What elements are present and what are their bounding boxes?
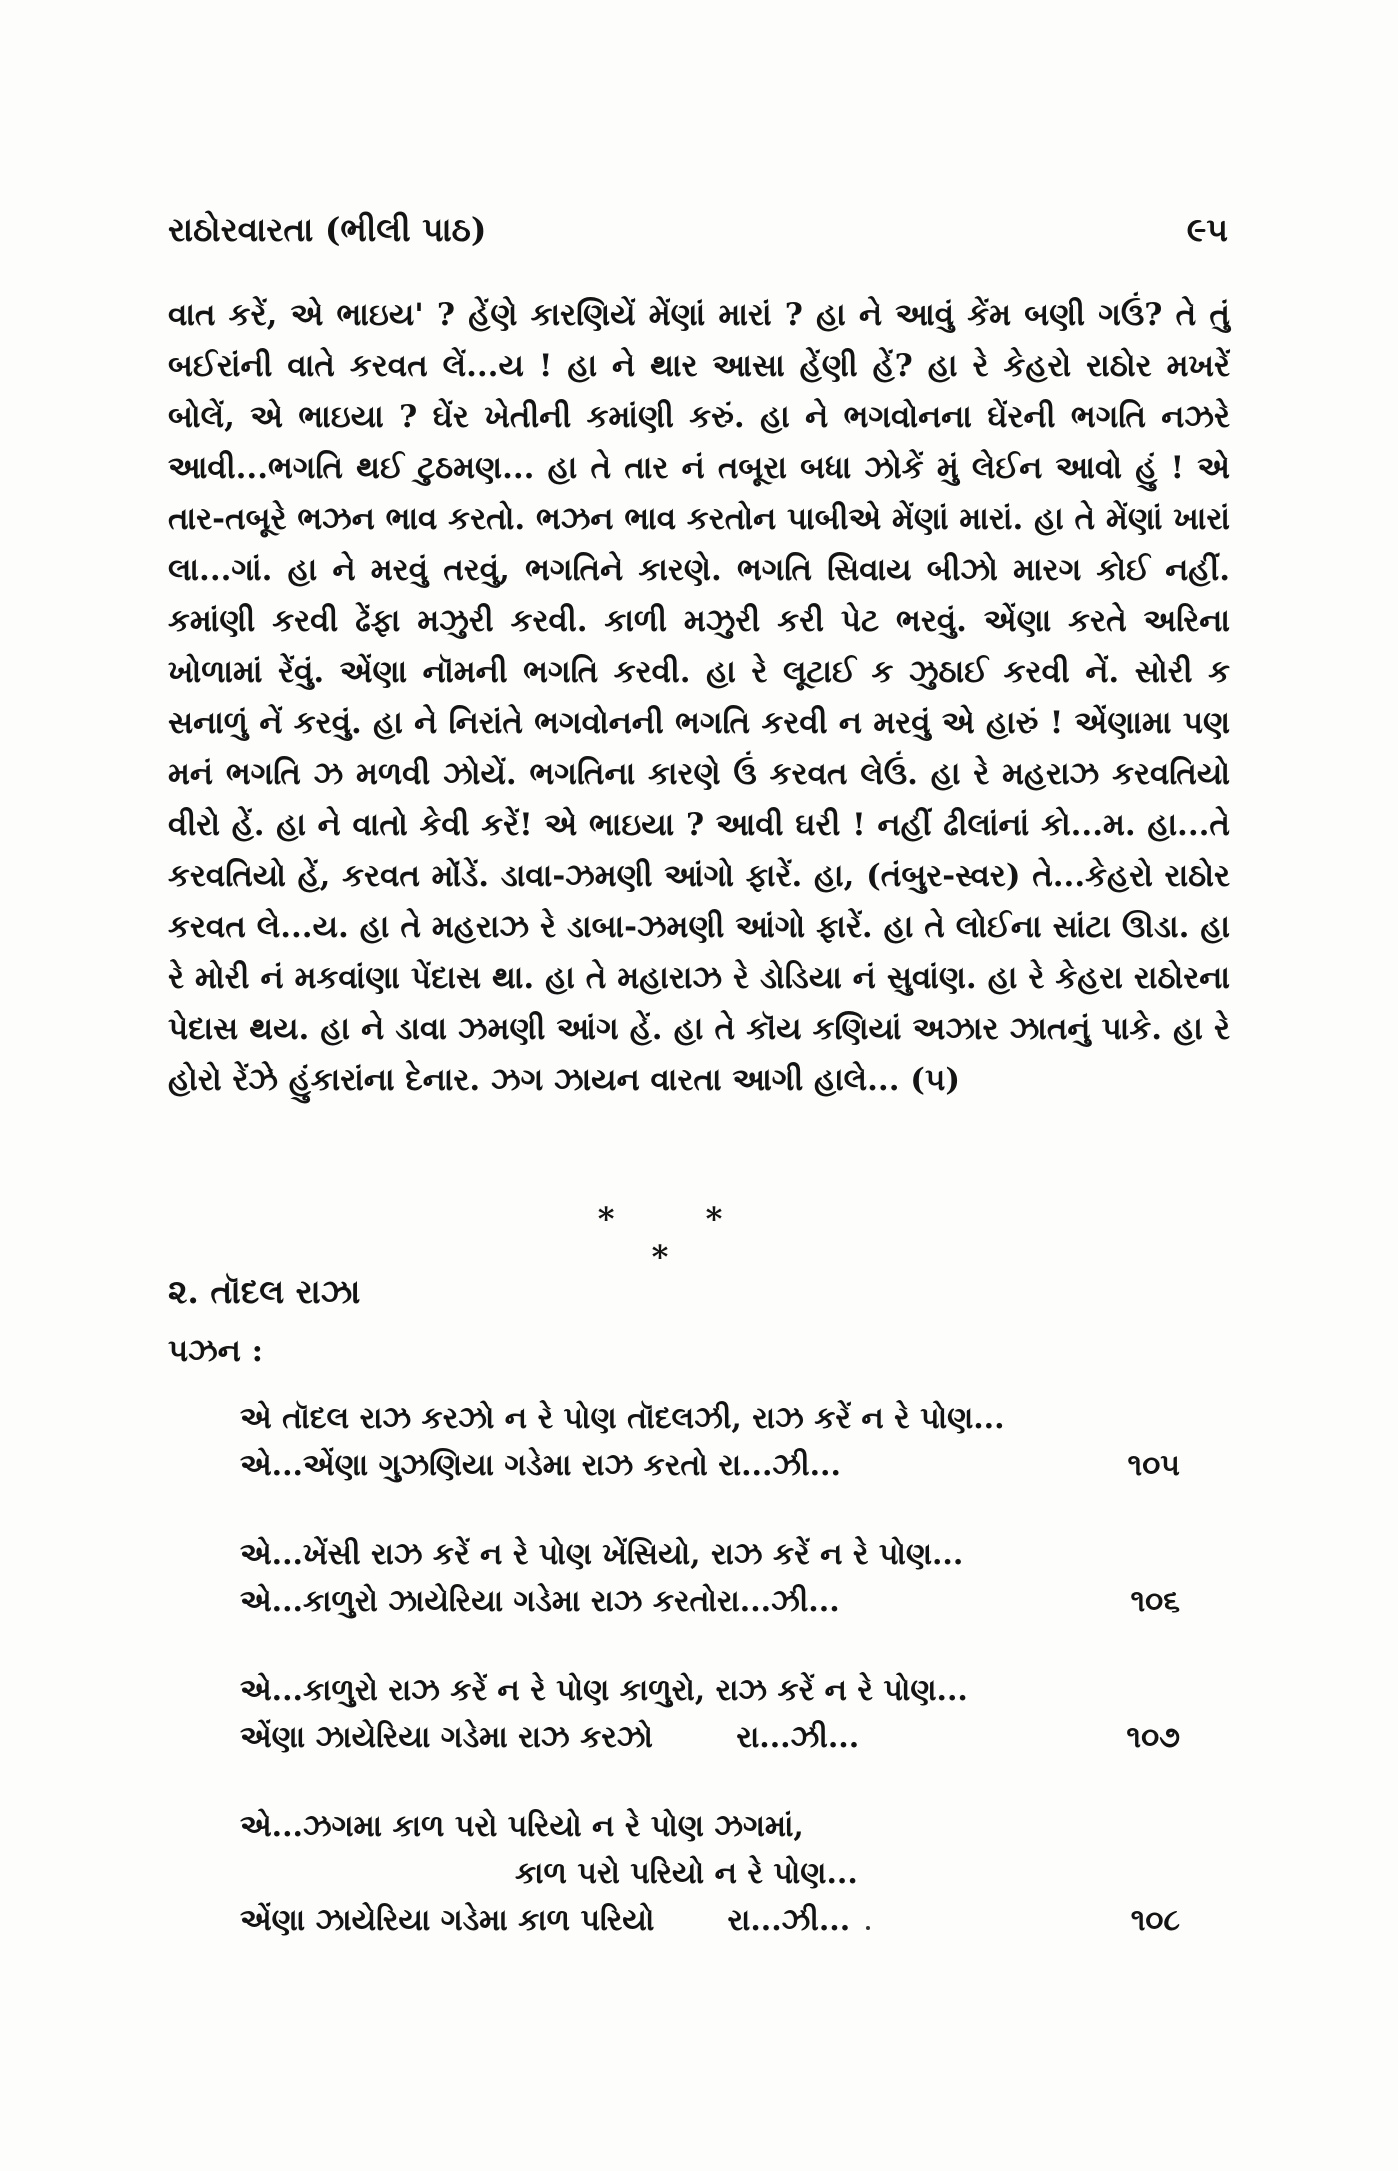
stanza-line-text: એંણા ઝાયેરિયા ગડેમા કાળ પરિયો રા...ઝી... [240, 1903, 851, 1938]
page-number: ૯૫ [1186, 210, 1228, 249]
running-title: રાઠોરવારતા (ભીલી પાઠ) [168, 210, 487, 249]
stanza-106 [240, 1531, 1180, 1625]
stanza-line: એ...ઝગમા કાળ પરો પરિયો ન રે પોણ ઝગમાં, [240, 1809, 804, 1844]
stanza-line [240, 1897, 1180, 1944]
stanza-107 [240, 1667, 1180, 1761]
stanza-line [240, 1714, 1180, 1761]
stanza-line: કાળ પરો પરિયો ન રે પોણ... [515, 1856, 858, 1891]
song-label: પઝન : [168, 1333, 264, 1369]
running-head [168, 200, 1228, 260]
stanza-line-text: એ...એંણા ગુઝણિયા ગડેમા રાઝ કરતો રા...ઝી... [240, 1448, 841, 1483]
stanza-108 [240, 1803, 1180, 1944]
stanza-line: એ તૉદલ રાઝ કરઝો ન રે પોણ તૉદલઝી, રાઝ કરેં ન રે પોણ... [240, 1401, 1005, 1436]
stanza-line [240, 1578, 1180, 1625]
section-title: ૨. તૉદલ રાઝા [168, 1272, 361, 1311]
section-separator: * * * [597, 1200, 763, 1276]
stanza-number: ૧૦૭ [1126, 1720, 1180, 1755]
print-speck [866, 1926, 870, 1930]
stanza-line: એ...કાળુરો રાઝ કરેં ન રે પોણ કાળુરો, રાઝ કરેં ન રે પોણ... [240, 1673, 968, 1708]
stanza-number: ૧૦૬ [1130, 1584, 1180, 1619]
story-paragraph: વાત કરેં, એ ભાઇય' ? હેંણે કારણિયેં મેંણાં મારાં ? હા ને આવું કેંમ બણી ગઉં? તે તું બઈરાંની વાતે કરવત લેં...ય ! હા ને થાર આસા હેંણી હેં? હા રે કેહરો રાઠોર મખરેં બોલેં, એ ભાઇયા ? ઘેંર ખેતીની કમાંણી કરું. હા ને ભગવોનના ઘેંરની ભગતિ નઝરે આવી...ભગતિ થઈ ટુઠમણ... હા તે તાર નં તબૂરા બધા ઝોકેં મું લેઈન આવો હું ! એ તાર-તબૂરે ભઝન ભાવ કરતો. ભઝન ભાવ કરતોન પાબીએ મેંણાં મારાં. હા તે મેંણાં ખારાં લા...ગાં. હા ને મરવું તરવું, ભગતિને કારણે. ભગતિ સિવાય બીઝો મારગ કોઈ નહીં. કમાંણી કરવી ઢેંફા મઝુરી કરવી. કાળી મઝુરી કરી પેટ ભરવું. એંણા કરતે અરિના ખોળામાં રેંવું. એંણા નૉમની ભગતિ કરવી. હા રે લૂટાઈ ક ઝુઠાઈ કરવી નેં. સોરી ક સનાળું નેં કરવું. હા ને નિરાંતે ભગવોનની ભગતિ કરવી ન મરવું એ હારું ! એંણામા પણ મનં ભગતિ ઝ મળવી ઝોયેં. ભગતિના કારણે ઉં કરવત લેઉં. હા રે મહરાઝ કરવતિયો વીરો હેં. હા ને વાતો કેવી કરેં! એ ભાઇયા ? આવી ઘરી ! નહીં ઢીલાંનાં કો...મ. હા...તે કરવતિયો હેં, કરવત મોંડેં. ડાવા-ઝમણી આંગો ફારેં. હા, (તંબુર-સ્વર) તે...કેહરો રાઠોર કરવત લે...ય. હા તે મહરાઝ રે ડાબા-ઝમણી આંગો ફારેં. હા તે લોઈના સાંટા ઊડા. હા રે મોરી નં મકવાંણા પેંદાસ થા. હા તે મહારાઝ રે ડોડિયા નં સુવાંણ. હા રે કેહરા રાઠોરના પેદાસ થય. હા ને ડાવા ઝમણી આંગ હેં. હા તે કૉય કણિયાં અઝાર ઝાતનું પાકે. હા રે હોરો રેંઝે હુંકારાંના દેનાર. ઝગ ઝાયન વારતા આગી હાલે... (૫) [168, 297, 1230, 1098]
stanza-line [240, 1442, 1180, 1489]
stanza-number: ૧૦૮ [1130, 1903, 1180, 1938]
stanza-line: એ...ખેંસી રાઝ કરેં ન રે પોણ ખેંસિયો, રાઝ કરેં ન રે પોણ... [240, 1537, 964, 1572]
stanza-number: ૧૦૫ [1127, 1448, 1180, 1483]
stanza-line-text: એંણા ઝાયેરિયા ગડેમા રાઝ કરઝો રા...ઝી... [240, 1720, 860, 1755]
stanza-105 [240, 1395, 1180, 1489]
stanza-line-text: એ...કાળુરો ઝાયેરિયા ગડેમા રાઝ કરતોરા...ઝી... [240, 1584, 840, 1619]
